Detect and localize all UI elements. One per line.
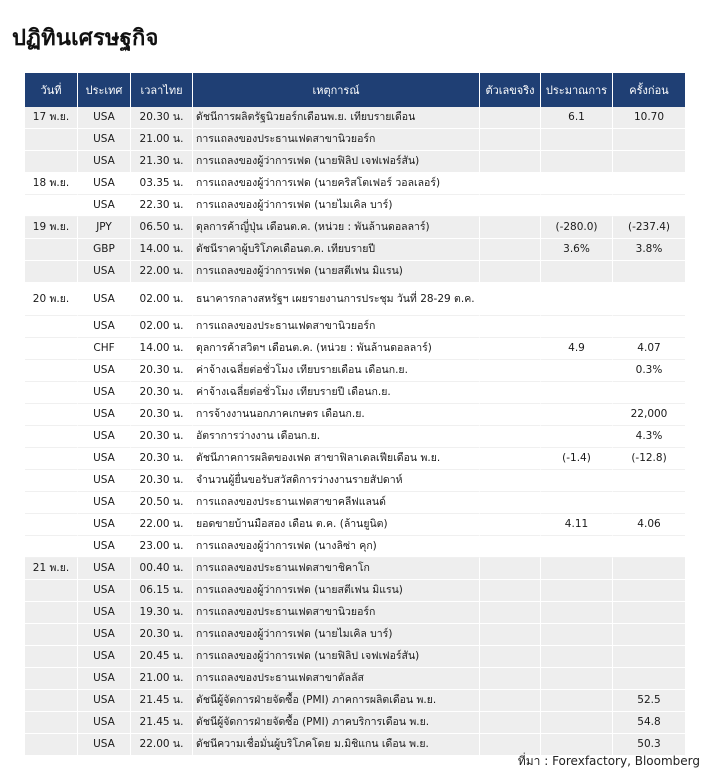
- table-row: [25, 580, 685, 602]
- cell-country: USA: [78, 107, 131, 129]
- cell-country: USA: [78, 426, 131, 448]
- cell-actual: [480, 261, 541, 283]
- cell-actual: [480, 129, 541, 151]
- cell-event: การแถลงของประธานเฟดสาขาชิคาโก: [193, 558, 480, 580]
- cell-time: 21.45 น.: [131, 690, 193, 712]
- cell-date: [25, 734, 78, 756]
- cell-country: USA: [78, 668, 131, 690]
- table-row: [25, 624, 685, 646]
- cell-event: การแถลงของผู้ว่าการเฟด (นายสตีเฟน มิแรน): [193, 580, 480, 602]
- cell-actual: [480, 426, 541, 448]
- cell-time: 20.30 น.: [131, 624, 193, 646]
- cell-forecast: [541, 690, 613, 712]
- cell-actual: [480, 580, 541, 602]
- cell-event: การแถลงของผู้ว่าการเฟด (นางลิซ่า คุก): [193, 536, 480, 558]
- cell-date: 20 พ.ย.: [25, 283, 78, 316]
- cell-country: USA: [78, 514, 131, 536]
- cell-actual: [480, 316, 541, 338]
- cell-time: 14.00 น.: [131, 239, 193, 261]
- cell-date: [25, 151, 78, 173]
- cell-country: USA: [78, 448, 131, 470]
- table-row: [25, 173, 685, 195]
- cell-forecast: [541, 580, 613, 602]
- table-row: [25, 492, 685, 514]
- cell-time: 14.00 น.: [131, 338, 193, 360]
- cell-time: 21.45 น.: [131, 712, 193, 734]
- cell-forecast: 4.11: [541, 514, 613, 536]
- cell-country: USA: [78, 558, 131, 580]
- cell-forecast: [541, 283, 613, 316]
- cell-previous: [613, 470, 685, 492]
- cell-date: [25, 580, 78, 602]
- cell-time: 19.30 น.: [131, 602, 193, 624]
- table-row: [25, 536, 685, 558]
- cell-date: [25, 536, 78, 558]
- col-header-actual: ตัวเลขจริง: [480, 73, 541, 107]
- table-row: [25, 382, 685, 404]
- cell-date: [25, 690, 78, 712]
- cell-country: USA: [78, 580, 131, 602]
- cell-country: USA: [78, 195, 131, 217]
- cell-actual: [480, 690, 541, 712]
- cell-event: ดุลการค้าญี่ปุ่น เดือนต.ค. (หน่วย : พันล้านดอลลาร์): [193, 217, 480, 239]
- cell-previous: [613, 624, 685, 646]
- table-row: [25, 470, 685, 492]
- cell-previous: 54.8: [613, 712, 685, 734]
- cell-previous: 10.70: [613, 107, 685, 129]
- cell-country: USA: [78, 492, 131, 514]
- cell-actual: [480, 173, 541, 195]
- cell-time: 23.00 น.: [131, 536, 193, 558]
- cell-previous: [613, 129, 685, 151]
- cell-date: 19 พ.ย.: [25, 217, 78, 239]
- table-row: [25, 690, 685, 712]
- cell-time: 20.30 น.: [131, 107, 193, 129]
- cell-time: 02.00 น.: [131, 283, 193, 316]
- cell-event: ดัชนีราคาผู้บริโภคเดือนต.ค. เทียบรายปี: [193, 239, 480, 261]
- table-row: [25, 426, 685, 448]
- source-note: ที่มา : Forexfactory, Bloomberg: [517, 754, 700, 768]
- table-row: [25, 712, 685, 734]
- cell-forecast: [541, 195, 613, 217]
- cell-time: 22.00 น.: [131, 261, 193, 283]
- cell-date: [25, 316, 78, 338]
- col-header-date: วันที่: [25, 73, 78, 107]
- table-row: [25, 404, 685, 426]
- cell-actual: [480, 492, 541, 514]
- cell-event: ดัชนีการผลิตรัฐนิวยอร์กเดือนพ.ย. เทียบรายเดือน: [193, 107, 480, 129]
- cell-event: การแถลงของผู้ว่าการเฟด (นายไมเคิล บาร์): [193, 624, 480, 646]
- cell-time: 20.30 น.: [131, 426, 193, 448]
- cell-country: USA: [78, 173, 131, 195]
- cell-event: การแถลงของประธานเฟดสาขานิวยอร์ก: [193, 316, 480, 338]
- cell-forecast: 3.6%: [541, 239, 613, 261]
- cell-country: USA: [78, 382, 131, 404]
- table-row: [25, 602, 685, 624]
- cell-event: ยอดขายบ้านมือสอง เดือน ต.ค. (ล้านยูนิต): [193, 514, 480, 536]
- cell-date: [25, 668, 78, 690]
- cell-time: 06.50 น.: [131, 217, 193, 239]
- cell-time: 20.30 น.: [131, 470, 193, 492]
- cell-actual: [480, 151, 541, 173]
- cell-country: USA: [78, 360, 131, 382]
- cell-forecast: [541, 173, 613, 195]
- page-title: ปฏิทินเศรษฐกิจ: [12, 26, 159, 51]
- cell-event: ดัชนีความเชื่อมั่นผู้บริโภคโดย ม.มิชิแกน เดือน พ.ย.: [193, 734, 480, 756]
- cell-event: จำนวนผู้ยื่นขอรับสวัสดิการว่างงานรายสัปดาห์: [193, 470, 480, 492]
- cell-country: CHF: [78, 338, 131, 360]
- cell-country: USA: [78, 624, 131, 646]
- cell-actual: [480, 107, 541, 129]
- cell-date: [25, 712, 78, 734]
- table-header-row: [25, 73, 685, 107]
- cell-actual: [480, 514, 541, 536]
- cell-time: 20.50 น.: [131, 492, 193, 514]
- cell-actual: [480, 382, 541, 404]
- cell-forecast: [541, 602, 613, 624]
- cell-actual: [480, 283, 541, 316]
- cell-previous: [613, 382, 685, 404]
- cell-actual: [480, 712, 541, 734]
- cell-time: 22.30 น.: [131, 195, 193, 217]
- cell-country: USA: [78, 646, 131, 668]
- cell-actual: [480, 404, 541, 426]
- cell-date: [25, 195, 78, 217]
- table-row: [25, 239, 685, 261]
- cell-date: [25, 426, 78, 448]
- cell-time: 00.40 น.: [131, 558, 193, 580]
- cell-actual: [480, 624, 541, 646]
- table-row: [25, 668, 685, 690]
- cell-country: USA: [78, 734, 131, 756]
- table-row: [25, 514, 685, 536]
- cell-event: การแถลงของประธานเฟดสาขานิวยอร์ก: [193, 602, 480, 624]
- cell-actual: [480, 239, 541, 261]
- cell-event: ค่าจ้างเฉลี่ยต่อชั่วโมง เทียบรายเดือน เดือนก.ย.: [193, 360, 480, 382]
- cell-actual: [480, 217, 541, 239]
- cell-date: [25, 129, 78, 151]
- cell-event: ดัชนีผู้จัดการฝ่ายจัดซื้อ (PMI) ภาคการผลิตเดือน พ.ย.: [193, 690, 480, 712]
- cell-actual: [480, 338, 541, 360]
- cell-time: 02.00 น.: [131, 316, 193, 338]
- cell-event: การแถลงของประธานเฟดสาขาคลีฟแลนด์: [193, 492, 480, 514]
- cell-previous: 50.3: [613, 734, 685, 756]
- cell-previous: [613, 602, 685, 624]
- cell-forecast: [541, 558, 613, 580]
- cell-country: USA: [78, 283, 131, 316]
- cell-previous: [613, 173, 685, 195]
- cell-previous: 4.3%: [613, 426, 685, 448]
- table-row: [25, 107, 685, 129]
- cell-date: [25, 239, 78, 261]
- cell-date: [25, 470, 78, 492]
- cell-country: USA: [78, 690, 131, 712]
- cell-country: GBP: [78, 239, 131, 261]
- cell-event: ดัชนีภาคการผลิตของเฟด สาขาฟิลาเดลเฟียเดือน พ.ย.: [193, 448, 480, 470]
- cell-previous: [613, 580, 685, 602]
- cell-event: การแถลงของผู้ว่าการเฟด (นายฟิลิป เจฟเฟอร์สัน): [193, 646, 480, 668]
- cell-previous: 4.07: [613, 338, 685, 360]
- cell-date: [25, 514, 78, 536]
- cell-forecast: [541, 404, 613, 426]
- cell-forecast: [541, 382, 613, 404]
- cell-actual: [480, 360, 541, 382]
- cell-previous: [613, 151, 685, 173]
- cell-previous: [613, 261, 685, 283]
- table-row: [25, 129, 685, 151]
- cell-forecast: 4.9: [541, 338, 613, 360]
- cell-forecast: [541, 151, 613, 173]
- cell-forecast: [541, 536, 613, 558]
- cell-forecast: (-1.4): [541, 448, 613, 470]
- table-row: [25, 283, 685, 316]
- cell-date: [25, 448, 78, 470]
- cell-date: [25, 646, 78, 668]
- cell-previous: [613, 316, 685, 338]
- cell-event: ค่าจ้างเฉลี่ยต่อชั่วโมง เทียบรายปี เดือนก.ย.: [193, 382, 480, 404]
- cell-time: 22.00 น.: [131, 514, 193, 536]
- cell-forecast: [541, 316, 613, 338]
- cell-forecast: [541, 261, 613, 283]
- table-row: [25, 338, 685, 360]
- cell-forecast: [541, 646, 613, 668]
- cell-date: [25, 492, 78, 514]
- cell-time: 03.35 น.: [131, 173, 193, 195]
- cell-previous: (-12.8): [613, 448, 685, 470]
- table-row: [25, 261, 685, 283]
- cell-country: USA: [78, 404, 131, 426]
- cell-forecast: [541, 470, 613, 492]
- cell-forecast: [541, 712, 613, 734]
- cell-date: [25, 261, 78, 283]
- cell-time: 20.30 น.: [131, 448, 193, 470]
- cell-time: 06.15 น.: [131, 580, 193, 602]
- cell-actual: [480, 470, 541, 492]
- cell-actual: [480, 195, 541, 217]
- cell-event: การแถลงของประธานเฟดสาขาดัลลัส: [193, 668, 480, 690]
- col-header-time: เวลาไทย: [131, 73, 193, 107]
- cell-forecast: [541, 360, 613, 382]
- cell-previous: [613, 536, 685, 558]
- table-row: [25, 360, 685, 382]
- cell-time: 22.00 น.: [131, 734, 193, 756]
- cell-actual: [480, 448, 541, 470]
- table-row: [25, 217, 685, 239]
- cell-country: USA: [78, 316, 131, 338]
- cell-event: การจ้างงานนอกภาคเกษตร เดือนก.ย.: [193, 404, 480, 426]
- cell-time: 20.30 น.: [131, 382, 193, 404]
- cell-event: ธนาคารกลางสหรัฐฯ เผยรายงานการประชุม วันที่ 28-29 ต.ค.: [193, 283, 480, 316]
- cell-date: [25, 360, 78, 382]
- cell-actual: [480, 558, 541, 580]
- cell-country: USA: [78, 129, 131, 151]
- economic-calendar-table: [25, 73, 685, 756]
- cell-country: USA: [78, 712, 131, 734]
- cell-country: JPY: [78, 217, 131, 239]
- cell-previous: [613, 646, 685, 668]
- cell-previous: [613, 668, 685, 690]
- cell-previous: 0.3%: [613, 360, 685, 382]
- cell-date: [25, 602, 78, 624]
- cell-event: การแถลงของผู้ว่าการเฟด (นายคริสโตเฟอร์ วอลเลอร์): [193, 173, 480, 195]
- cell-country: USA: [78, 536, 131, 558]
- table-row: [25, 646, 685, 668]
- table-row: [25, 195, 685, 217]
- cell-event: อัตราการว่างงาน เดือนก.ย.: [193, 426, 480, 448]
- cell-time: 21.30 น.: [131, 151, 193, 173]
- cell-event: ดุลการค้าสวิตฯ เดือนต.ค. (หน่วย : พันล้านดอลลาร์): [193, 338, 480, 360]
- cell-time: 20.30 น.: [131, 404, 193, 426]
- cell-event: การแถลงของผู้ว่าการเฟด (นายไมเคิล บาร์): [193, 195, 480, 217]
- cell-time: 21.00 น.: [131, 668, 193, 690]
- cell-time: 20.30 น.: [131, 360, 193, 382]
- table-row: [25, 448, 685, 470]
- table-row: [25, 558, 685, 580]
- cell-previous: 52.5: [613, 690, 685, 712]
- cell-forecast: [541, 426, 613, 448]
- cell-date: 21 พ.ย.: [25, 558, 78, 580]
- cell-event: การแถลงของผู้ว่าการเฟด (นายฟิลิป เจฟเฟอร์สัน): [193, 151, 480, 173]
- cell-forecast: [541, 129, 613, 151]
- cell-date: 18 พ.ย.: [25, 173, 78, 195]
- cell-forecast: [541, 668, 613, 690]
- cell-country: USA: [78, 602, 131, 624]
- cell-forecast: [541, 624, 613, 646]
- cell-date: [25, 404, 78, 426]
- cell-previous: 4.06: [613, 514, 685, 536]
- table-body: [25, 107, 685, 756]
- cell-previous: [613, 283, 685, 316]
- cell-actual: [480, 536, 541, 558]
- cell-previous: 22,000: [613, 404, 685, 426]
- cell-forecast: 6.1: [541, 107, 613, 129]
- cell-actual: [480, 602, 541, 624]
- cell-country: USA: [78, 151, 131, 173]
- cell-actual: [480, 646, 541, 668]
- cell-date: [25, 624, 78, 646]
- col-header-event: เหตุการณ์: [193, 73, 480, 107]
- cell-time: 20.45 น.: [131, 646, 193, 668]
- cell-previous: (-237.4): [613, 217, 685, 239]
- col-header-forecast: ประมาณการ: [541, 73, 613, 107]
- cell-previous: [613, 195, 685, 217]
- cell-actual: [480, 668, 541, 690]
- cell-event: การแถลงของประธานเฟดสาขานิวยอร์ก: [193, 129, 480, 151]
- table-row: [25, 151, 685, 173]
- col-header-country: ประเทศ: [78, 73, 131, 107]
- cell-date: [25, 338, 78, 360]
- table-row: [25, 316, 685, 338]
- cell-forecast: [541, 492, 613, 514]
- cell-previous: [613, 492, 685, 514]
- cell-date: 17 พ.ย.: [25, 107, 78, 129]
- cell-previous: 3.8%: [613, 239, 685, 261]
- cell-event: ดัชนีผู้จัดการฝ่ายจัดซื้อ (PMI) ภาคบริการเดือน พ.ย.: [193, 712, 480, 734]
- col-header-previous: ครั้งก่อน: [613, 73, 685, 107]
- cell-date: [25, 382, 78, 404]
- cell-event: การแถลงของผู้ว่าการเฟด (นายสตีเฟน มิแรน): [193, 261, 480, 283]
- cell-time: 21.00 น.: [131, 129, 193, 151]
- cell-forecast: (-280.0): [541, 217, 613, 239]
- cell-country: USA: [78, 261, 131, 283]
- cell-country: USA: [78, 470, 131, 492]
- cell-previous: [613, 558, 685, 580]
